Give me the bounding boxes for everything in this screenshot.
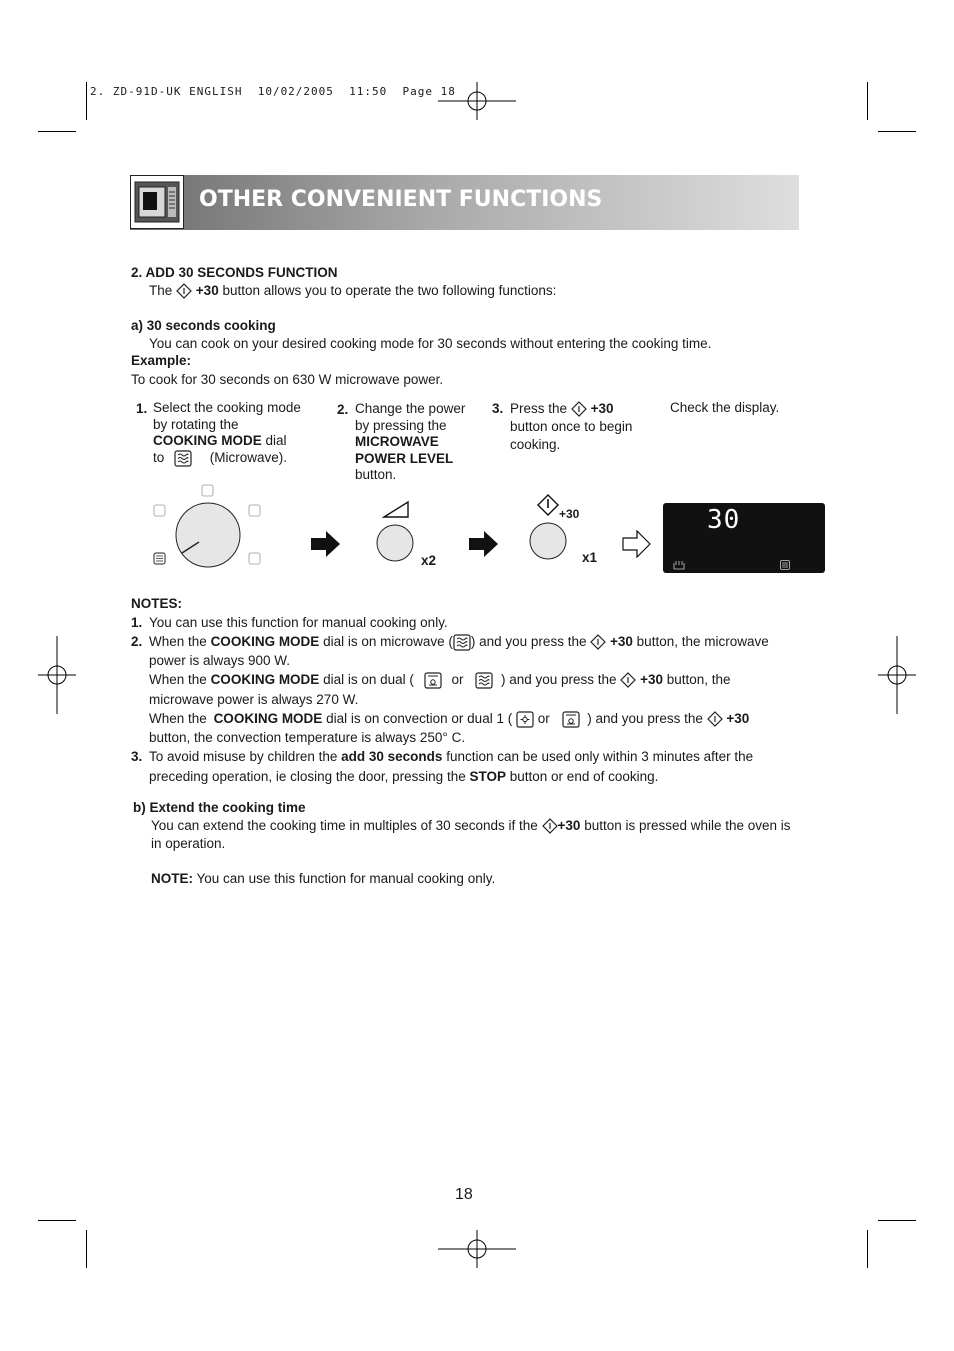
display-value: 30 — [707, 505, 741, 535]
step-3-btn: +30 — [590, 401, 614, 416]
n2b-or: or — [451, 672, 464, 687]
step-1-microwave: (Microwave). — [209, 449, 288, 465]
n3-pre: To avoid misuse by children the — [149, 749, 338, 764]
step-1-to: to — [153, 449, 165, 465]
n2a-bold: COOKING MODE — [210, 634, 320, 649]
step-3-press: Press the — [510, 401, 568, 416]
display-indicator-icon — [673, 560, 685, 570]
start-button-diagram — [527, 493, 571, 563]
registration-target-top — [438, 82, 516, 120]
step-3-line1 — [510, 400, 632, 418]
start-label: +30 — [559, 507, 580, 521]
registration-target-right — [878, 636, 916, 714]
note-2-line1 — [149, 633, 769, 651]
example-text: To cook for 30 seconds on 630 W microwave power. — [131, 372, 444, 387]
n2a-mid2: ) and you press the — [470, 634, 587, 649]
dual-grill-mode-icon — [475, 672, 493, 689]
part-b-line1 — [151, 817, 791, 835]
n2b-mid2: ) and you press the — [500, 672, 617, 687]
step-1-line2: by rotating the — [153, 416, 239, 432]
n2a-pre: When the — [149, 634, 207, 649]
intro-pre: The — [149, 283, 173, 298]
step-2-num: 2. — [337, 402, 349, 417]
note-2-line4: microwave power is always 270 W. — [149, 692, 359, 707]
n2b-post: button, the — [666, 672, 731, 687]
hollow-arrow-right-icon — [622, 530, 652, 558]
microwave-mode-icon — [453, 634, 471, 651]
n2c-or: or — [537, 711, 550, 726]
step-2-microwave-label: MICROWAVE — [355, 434, 439, 449]
step-1-line4 — [153, 450, 301, 467]
note-1-num: 1. — [131, 615, 143, 630]
microwave-mode-icon — [174, 450, 192, 467]
page-number: 18 — [455, 1186, 473, 1203]
n2c-btn: +30 — [726, 711, 750, 726]
dual-mode-icon — [424, 672, 442, 689]
note-2-line6: button, the convection temperature is always 250° C. — [149, 730, 466, 745]
part-b-note-label: NOTE: — [151, 871, 193, 886]
n2b-bold: COOKING MODE — [210, 672, 320, 687]
step-1-text — [153, 400, 301, 467]
header-icon-box — [130, 175, 184, 229]
part-b-post: button is pressed while the oven is — [584, 818, 791, 833]
step-2-line5: button. — [355, 467, 397, 482]
start-diamond-icon — [590, 634, 606, 650]
n2b-mid: dial is on dual ( — [323, 672, 414, 687]
page-title: OTHER CONVENIENT FUNCTIONS — [199, 187, 603, 212]
n2a-btn: +30 — [610, 634, 633, 649]
step-2-line1: Change the power — [355, 401, 466, 416]
step-1-dial: dial — [265, 433, 287, 448]
n3-line2-post: button or end of cooking. — [509, 769, 659, 784]
note-3-num: 3. — [131, 749, 143, 764]
intro-post: button allows you to operate the two following functions: — [222, 283, 557, 298]
start-diamond-icon — [707, 711, 723, 727]
step-3-text — [510, 400, 632, 454]
display-microwave-icon — [780, 560, 790, 570]
part-b-title: b) Extend the cooking time — [133, 800, 306, 815]
n3-post: function can be used only within 3 minutes after the — [446, 749, 754, 764]
section-title: 2. ADD 30 SECONDS FUNCTION — [131, 265, 338, 280]
oven-display — [663, 503, 825, 573]
part-a-desc: You can cook on your desired cooking mode for 30 seconds without entering the cooking time. — [149, 336, 712, 351]
n3-line2-bold: STOP — [469, 769, 506, 784]
cooking-mode-label: COOKING MODE — [153, 433, 262, 448]
step-1-num: 1. — [136, 401, 148, 416]
step-4-text: Check the display. — [670, 400, 780, 415]
intro-btn: +30 — [195, 283, 219, 298]
n2a-post: button, the microwave — [636, 634, 769, 649]
note-2-num: 2. — [131, 634, 143, 649]
start-diamond-icon — [176, 283, 192, 299]
microwave-icon — [131, 176, 183, 228]
step-2-line2: by pressing the — [355, 417, 447, 433]
note-1-text: You can use this function for manual cooking only. — [149, 615, 448, 630]
notes-title: NOTES: — [131, 596, 183, 611]
registration-target-left — [38, 636, 76, 714]
power-multiplier: x2 — [421, 553, 437, 568]
section-intro — [149, 282, 556, 300]
dual-1-mode-icon — [562, 711, 580, 728]
note-2-line2: power is always 900 W. — [149, 653, 291, 668]
step-1-line3 — [153, 433, 301, 450]
start-multiplier: x1 — [582, 550, 598, 565]
arrow-right-icon — [311, 531, 341, 557]
arrow-right-icon — [469, 531, 499, 557]
start-diamond-icon — [620, 672, 636, 688]
n2c-bold: COOKING MODE — [213, 711, 323, 726]
part-a-title: a) 30 seconds cooking — [131, 318, 276, 333]
step-3-num: 3. — [492, 401, 504, 416]
n2b-btn: +30 — [640, 672, 663, 687]
n2c-pre: When the — [149, 711, 207, 726]
convection-mode-icon — [516, 711, 534, 728]
part-b-note-text: You can use this function for manual cooking only. — [196, 871, 496, 886]
step-2-power-level-label: POWER LEVEL — [355, 450, 454, 466]
start-diamond-icon — [571, 401, 587, 417]
note-3-line1 — [149, 748, 753, 766]
cooking-mode-dial-diagram — [148, 480, 270, 575]
part-b-pre: You can extend the cooking time in multiples of 30 seconds if the — [151, 818, 538, 833]
note-3-line2 — [149, 768, 658, 786]
part-b-line2: in operation. — [151, 836, 226, 851]
n2a-mid: dial is on microwave ( — [323, 634, 453, 649]
step-1-line1: Select the cooking mode — [153, 400, 301, 415]
step-2-text — [355, 401, 465, 484]
n2c-mid: dial is on convection or dual 1 ( — [326, 711, 513, 726]
step-3-line2: button once to begin — [510, 419, 633, 434]
start-diamond-icon — [542, 818, 558, 834]
n2b-pre: When the — [149, 672, 207, 687]
registration-target-bottom — [438, 1230, 516, 1268]
n3-bold: add 30 seconds — [341, 749, 443, 764]
example-label: Example: — [131, 353, 192, 368]
print-header: 2. ZD-91D-UK ENGLISH 10/02/2005 11:50 Page 18 — [90, 85, 456, 98]
part-b-note — [151, 870, 495, 888]
n2c-mid2: ) and you press the — [587, 711, 703, 726]
note-2-line5 — [149, 710, 749, 728]
step-3-line3: cooking. — [510, 437, 561, 452]
n3-line2-pre: preceding operation, ie closing the door, pressing the — [149, 769, 466, 784]
power-level-button-diagram — [374, 497, 416, 565]
note-2-line3 — [149, 671, 731, 689]
part-b-btn: +30 — [557, 818, 581, 833]
